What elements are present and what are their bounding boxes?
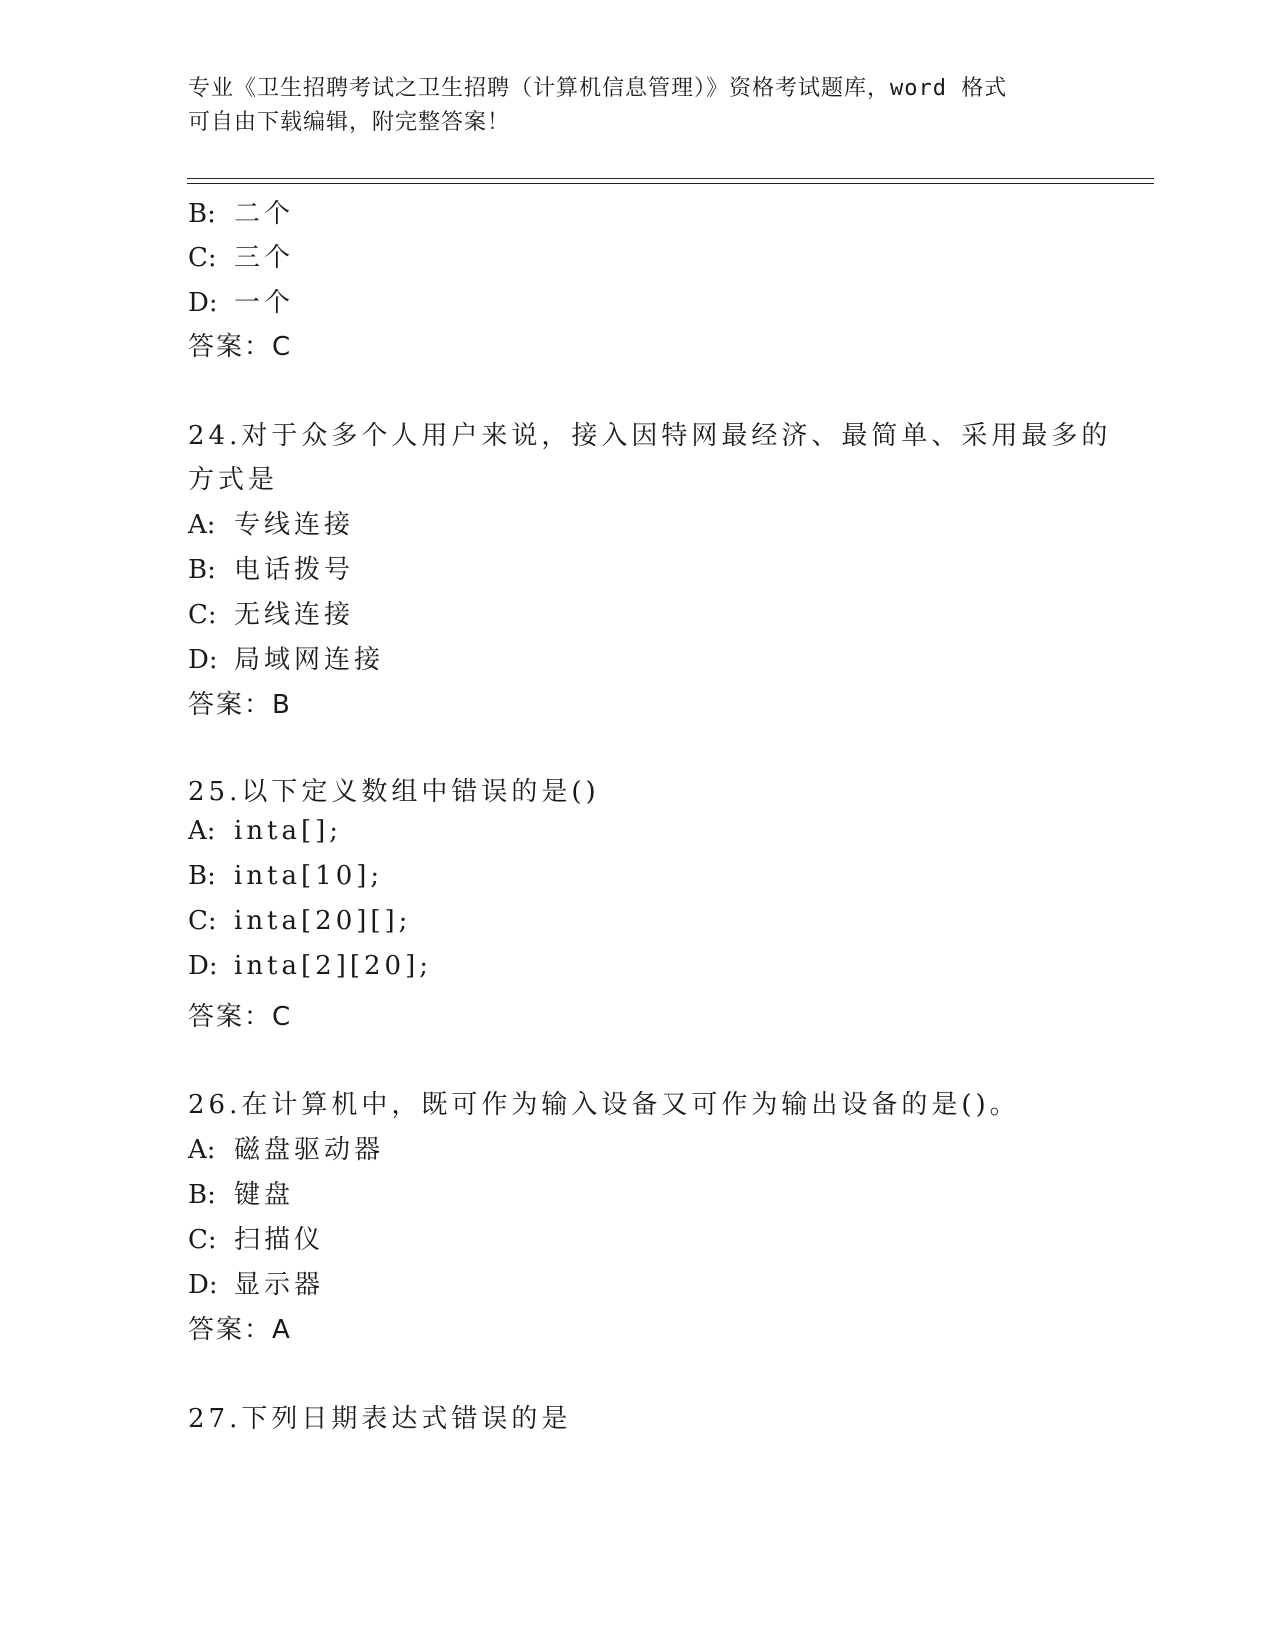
q24-answer: 答案：B [188,690,292,720]
q25-option-c [188,906,411,936]
option-text: inta[20][]; [234,906,412,936]
option-letter: B: [188,199,216,229]
q23-option-d [188,282,294,319]
q24-option-b [188,549,354,586]
q23-answer: 答案：C [188,332,293,362]
option-text: 显示器 [234,1270,325,1300]
q25-stem: 25.以下定义数组中错误的是() [188,777,600,807]
q26-option-c [188,1219,324,1256]
header-divider-top [187,178,1154,179]
q24-option-a [188,504,354,541]
option-letter: C: [188,1225,217,1255]
q26-option-b [188,1174,294,1211]
option-letter: B: [188,555,216,585]
option-letter: A: [188,510,216,540]
q24-stem-line-1: 24.对于众多个人用户来说，接入因特网最经济、最简单、采用最多的 [188,421,1112,451]
option-text: 专线连接 [234,510,355,540]
option-text: 扫描仪 [234,1225,325,1255]
q23-option-b [188,193,294,230]
option-text: inta[]; [234,816,343,846]
option-text: 键盘 [234,1180,295,1210]
document-header [188,72,1088,140]
header-divider-bottom [187,183,1154,184]
option-text: 磁盘驱动器 [234,1135,385,1165]
q26-answer: 答案：A [188,1315,292,1345]
option-letter: A: [188,816,216,846]
option-letter: D: [188,645,218,675]
q25-option-b [188,861,383,891]
option-text: inta[10]; [234,861,384,891]
option-letter: C: [188,600,217,630]
option-letter: A: [188,1135,216,1165]
q26-stem: 26.在计算机中，既可作为输入设备又可作为输出设备的是()。 [188,1090,1020,1120]
q23-option-c [188,237,294,274]
q24-option-c [188,594,354,631]
q25-answer: 答案：C [188,1002,293,1032]
option-text: 电话拨号 [234,555,355,585]
q25-option-a [188,816,342,846]
q25-option-d [188,951,432,981]
option-letter: D: [188,288,218,318]
option-letter: D: [188,951,218,981]
q26-option-d [188,1264,324,1301]
option-letter: C: [188,243,217,273]
option-letter: C: [188,906,217,936]
option-letter: B: [188,1180,216,1210]
q27-stem: 27.下列日期表达式错误的是 [188,1404,572,1434]
header-line-1: 专业《卫生招聘考试之卫生招聘（计算机信息管理）》资格考试题库，word 格式 [188,76,1008,101]
option-text: 无线连接 [234,600,355,630]
q24-stem-line-2: 方式是 [188,465,279,495]
header-line-2: 可自由下载编辑，附完整答案！ [188,110,511,135]
option-letter: D: [188,1270,218,1300]
option-letter: B: [188,861,216,891]
q24-option-d [188,639,384,676]
option-text: 局域网连接 [234,645,385,675]
option-text: 三个 [234,243,295,273]
q26-option-a [188,1129,384,1166]
option-text: 二个 [234,199,295,229]
option-text: 一个 [234,288,295,318]
option-text: inta[2][20]; [234,951,432,981]
